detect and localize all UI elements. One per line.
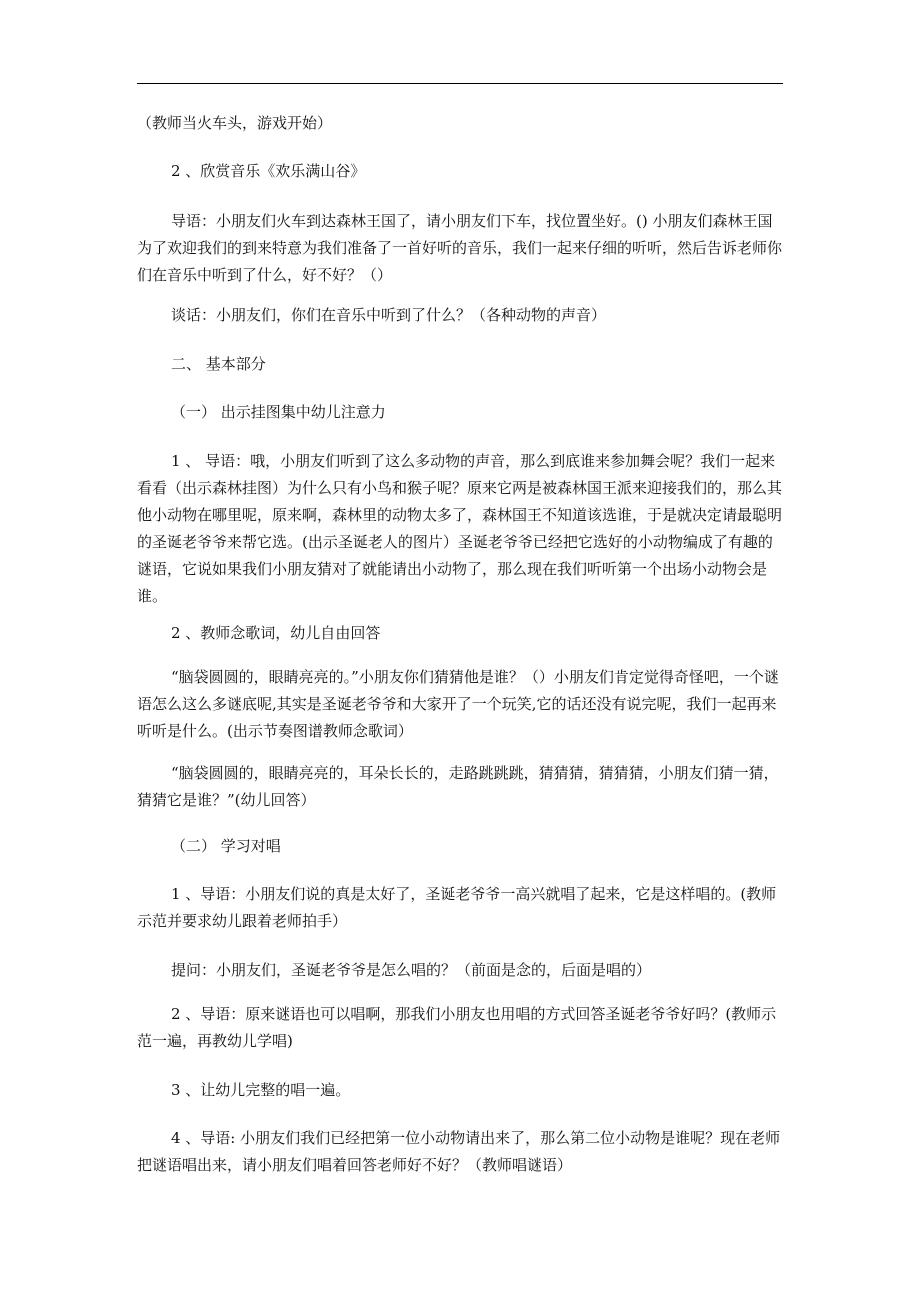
- paragraph-talk-animal-sounds: 谈话：小朋友们，你们在音乐中听到了什么？（各种动物的声音）: [171, 306, 607, 324]
- paragraph-guide-sing-answer: 2 、导语：原来谜语也可以唱啊，那我们小朋友也用唱的方式回答圣诞老爷爷好吗？(教师示范一遍，再教幼儿学唱): [137, 1005, 777, 1050]
- paragraph-question-how-santa-sang: 提问：小朋友们，圣诞老爷爷是怎么唱的？（前面是念的，后面是唱的）: [171, 961, 652, 979]
- paragraph-guide-second-animal: 4 、导语: 小朋友们我们已经把第一位小动物请出来了，那么第二位小动物是谁呢？现在老师把谜语唱出来，请小朋友们唱着回答老师好不好？（教师唱谜语）: [137, 1129, 781, 1174]
- paragraph-guide-dance-party: 1 、 导语：哦，小朋友们听到了这么多动物的声音，那么到底谁来参加舞会呢？我们一起来看看（出示森林挂图）为什么只有小鸟和猴子呢？原来它两是被森林国王派来迎接我们的，那么其他小动物在哪里呢，原来啊，森林里的动物太多了，森林国王不知道该选谁，于是就决定请最聪明的圣诞老爷爷来帮它选。(出示圣诞老人的图片）圣诞老爷爷已经把它选好的小动物编成了有趣的谜语，它说如果我们小朋友猜对了就能请出小动物了，那么现在我们听听第一个出场小动物会是谁。: [137, 452, 783, 605]
- paragraph-riddle-full: “脑袋圆圆的，眼睛亮亮的，耳朵长长的，走路跳跳跳，猜猜猜，猜猜猜，小朋友们猜一猜，猜猜它是谁？”(幼儿回答）: [137, 764, 779, 809]
- paragraph-sing-complete: 3 、让幼儿完整的唱一遍。: [171, 1081, 351, 1099]
- subsection-heading-learn-duet: （二） 学习对唱: [171, 837, 281, 855]
- paragraph-teacher-recites-lyrics: 2 、教师念歌词，幼儿自由回答: [171, 624, 381, 642]
- paragraph-teacher-train-head: （教师当火车头，游戏开始）: [137, 114, 333, 132]
- header-rule: [137, 83, 783, 84]
- paragraph-riddle-first-line: “脑袋圆圆的，眼睛亮亮的。”小朋友你们猜猜他是谁？（）小朋友们肯定觉得奇怪吧，一个谜语怎么这么多谜底呢,其实是圣诞老爷爷和大家开了一个玩笑,它的话还没有说完呢，我们一起再来听听是什么。(出示节奏图谱教师念歌词）: [137, 668, 779, 740]
- subsection-heading-show-poster: （一） 出示挂图集中幼儿注意力: [171, 403, 386, 421]
- paragraph-guide-forest-kingdom: 导语：小朋友们火车到达森林王国了，请小朋友们下车，找位置坐好。() 小朋友们森林王国为了欢迎我们的到来特意为我们准备了一首好听的音乐，我们一起来仔细的听听，然后告诉老师你们在音乐中听到了什么，好不好？（）: [137, 212, 783, 284]
- paragraph-guide-santa-sings: 1 、导语：小朋友们说的真是太好了，圣诞老爷爷一高兴就唱了起来，它是这样唱的。(教师示范并要求幼儿跟着老师拍手）: [137, 885, 777, 930]
- section-heading-basic-part: 二、 基本部分: [171, 355, 266, 373]
- paragraph-music-appreciation: 2 、欣赏音乐《欢乐满山谷》: [171, 162, 366, 180]
